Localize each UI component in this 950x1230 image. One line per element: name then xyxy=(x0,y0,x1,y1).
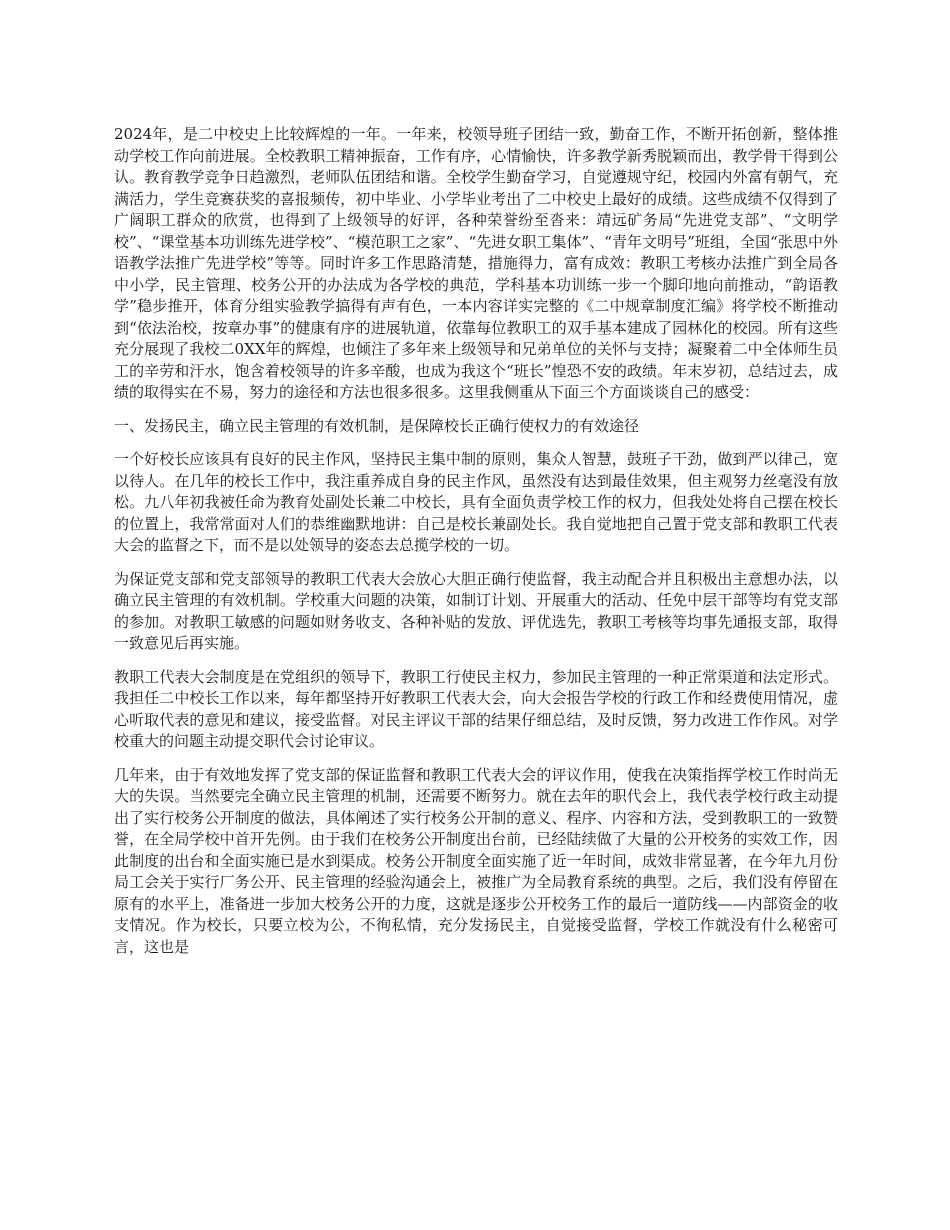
body-paragraph-1: 一个好校长应该具有良好的民主作风，坚持民主集中制的原则，集众人智慧，鼓班子干劲，做到严以律己，宽以待人。在几年的校长工作中，我注重养成自身的民主作风，虽然没有达到最佳效果，但主观努力丝毫没有放松。九八年初我被任命为教育处副处长兼二中校长，具有全面负责学校工作的权力，但我处处将自己摆在校长的位置上，我常常面对人们的恭维幽默地讲：自己是校长兼副处长。我自觉地把自己置于党支部和教职工代表大会的监督之下，而不是以处领导的姿态去总揽学校的一切。 xyxy=(114,450,838,554)
body-paragraph-4: 几年来，由于有效地发挥了党支部的保证监督和教职工代表大会的评议作用，使我在决策指挥学校工作时尚无大的失误。当然要完全确立民主管理的机制，还需要不断努力。就在去年的职代会上，我代表学校行政主动提出了实行校务公开制度的做法，具体阐述了实行校务公开制的意义、程序、内容和方法，受到教职工的一致赞誉，在全局学校中首开先例。由于我们在校务公开制度出台前，已经陆续做了大量的公开校务的实效工作，因此制度的出台和全面实施已是水到渠成。校务公开制度全面实施了近一年时间，成效非常显著，在今年九月份局工会关于实行厂务公开、民主管理的经验沟通会上，被推广为全局教育系统的典型。之后，我们没有停留在原有的水平上，准备进一步加大校务公开的力度，这就是逐步公开校务工作的最后一道防线——内部资金的收支情况。作为校长，只要立校为公，不徇私情，充分发扬民主，自觉接受监督，学校工作就没有什么秘密可言，这也是 xyxy=(114,765,838,956)
document-body xyxy=(114,124,838,970)
section-heading-1: 一、发扬民主，确立民主管理的有效机制，是保障校长正确行使权力的有效途径 xyxy=(114,416,640,435)
body-paragraph-3: 教职工代表大会制度是在党组织的领导下，教职工行使民主权力，参加民主管理的一种正常渠道和法定形式。我担任二中校长工作以来，每年都坚持开好教职工代表大会，向大会报告学校的行政工作和经费使用情况，虚心听取代表的意见和建议，接受监督。对民主评议干部的结果仔细总结，及时反馈，努力改进工作作风。对学校重大的问题主动提交职代会讨论审议。 xyxy=(114,667,838,750)
intro-paragraph: 2024年，是二中校史上比较辉煌的一年。一年来，校领导班子团结一致，勤奋工作，不断开拓创新，整体推动学校工作向前进展。全校教职工精神振奋，工作有序，心情愉快，许多教学新秀脱颖而出，教学骨干得到公认。教育教学竞争日趋激烈，老师队伍团结和谐。全校学生勤奋学习，自觉遵规守纪，校园内外富有朝气，充满活力，学生竞赛获奖的喜报频传，初中毕业、小学毕业考出了二中校史上最好的成绩。这些成绩不仅得到了广阔职工群众的欣赏，也得到了上级领导的好评，各种荣誉纷至沓来：靖远矿务局“先进党支部”、“文明学校”、“课堂基本功训练先进学校”、“模范职工之家”、“先进女职工集体”、“青年文明号”班组，全国“张思中外语教学法推广先进学校”等等。同时许多工作思路清楚，措施得力，富有成效：教职工考核办法推广到全局各中小学，民主管理、校务公开的办法成为各学校的典范，学科基本功训练一步一个脚印地向前推动，“韵语教学”稳步推开，体育分组实验教学搞得有声有色，一本内容详实完整的《二中规章制度汇编》将学校不断推动到“依法治校，按章办事”的健康有序的进展轨道，依靠每位教职工的双手基本建成了园林化的校园。所有这些充分展现了我校二0XX年的辉煌，也倾注了多年来上级领导和兄弟单位的关怀与支持；凝聚着二中全体师生员工的辛劳和汗水，饱含着校领导的许多辛酸，也成为我这个“班长”惶恐不安的政绩。年末岁初，总结过去，成绩的取得实在不易，努力的途径和方法也很多很多。这里我侧重从下面三个方面谈谈自己的感受： xyxy=(114,125,838,401)
body-paragraph-2: 为保证党支部和党支部领导的教职工代表大会放心大胆正确行使监督，我主动配合并且积极出主意想办法，以确立民主管理的有效机制。学校重大问题的决策，如制订计划、开展重大的活动、任免中层干部等均有党支部的参加。对教职工敏感的问题如财务收支、各种补贴的发放、评优选先，教职工考核等均事先通报支部，取得一致意见后再实施。 xyxy=(114,569,838,652)
